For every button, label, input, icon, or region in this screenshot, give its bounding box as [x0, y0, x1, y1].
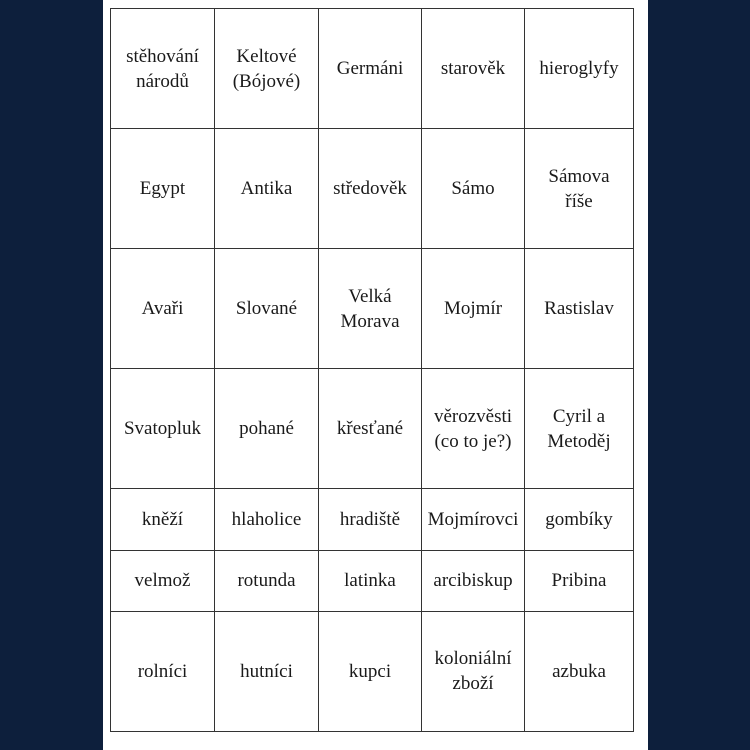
grid-cell: Sámo [422, 129, 525, 249]
grid-cell: kněží [111, 489, 215, 550]
grid-cell: Mojmír [422, 249, 525, 369]
grid-cell: Antika [215, 129, 319, 249]
grid-cell: hradiště [319, 489, 422, 550]
grid-cell: velmož [111, 550, 215, 611]
grid-cell: hutníci [215, 611, 319, 731]
grid-cell: azbuka [525, 611, 634, 731]
term-grid-body [111, 9, 634, 732]
grid-cell: pohané [215, 369, 319, 489]
grid-cell: Svatopluk [111, 369, 215, 489]
grid-cell: Mojmírovci [422, 489, 525, 550]
grid-cell: arcibiskup [422, 550, 525, 611]
grid-cell: Egypt [111, 129, 215, 249]
grid-cell: Keltové (Bójové) [215, 9, 319, 129]
grid-cell: rotunda [215, 550, 319, 611]
grid-cell: Sámova říše [525, 129, 634, 249]
grid-cell: latinka [319, 550, 422, 611]
grid-cell: Velká Morava [319, 249, 422, 369]
grid-row [111, 9, 634, 129]
grid-cell: hieroglyfy [525, 9, 634, 129]
grid-cell: věrozvěsti (co to je?) [422, 369, 525, 489]
grid-row [111, 249, 634, 369]
grid-cell: Cyril a Metoděj [525, 369, 634, 489]
term-grid [110, 8, 634, 732]
grid-row [111, 550, 634, 611]
grid-cell: Avaři [111, 249, 215, 369]
grid-cell: Germáni [319, 9, 422, 129]
grid-row [111, 369, 634, 489]
grid-cell: stěhování národů [111, 9, 215, 129]
grid-cell: Pribina [525, 550, 634, 611]
grid-cell: křesťané [319, 369, 422, 489]
grid-row [111, 489, 634, 550]
document-page [103, 0, 648, 750]
grid-row [111, 129, 634, 249]
grid-cell: starověk [422, 9, 525, 129]
grid-cell: hlaholice [215, 489, 319, 550]
grid-cell: středověk [319, 129, 422, 249]
grid-row [111, 611, 634, 731]
grid-cell: koloniální zboží [422, 611, 525, 731]
grid-cell: gombíky [525, 489, 634, 550]
grid-cell: kupci [319, 611, 422, 731]
grid-cell: rolníci [111, 611, 215, 731]
grid-cell: Rastislav [525, 249, 634, 369]
grid-cell: Slované [215, 249, 319, 369]
